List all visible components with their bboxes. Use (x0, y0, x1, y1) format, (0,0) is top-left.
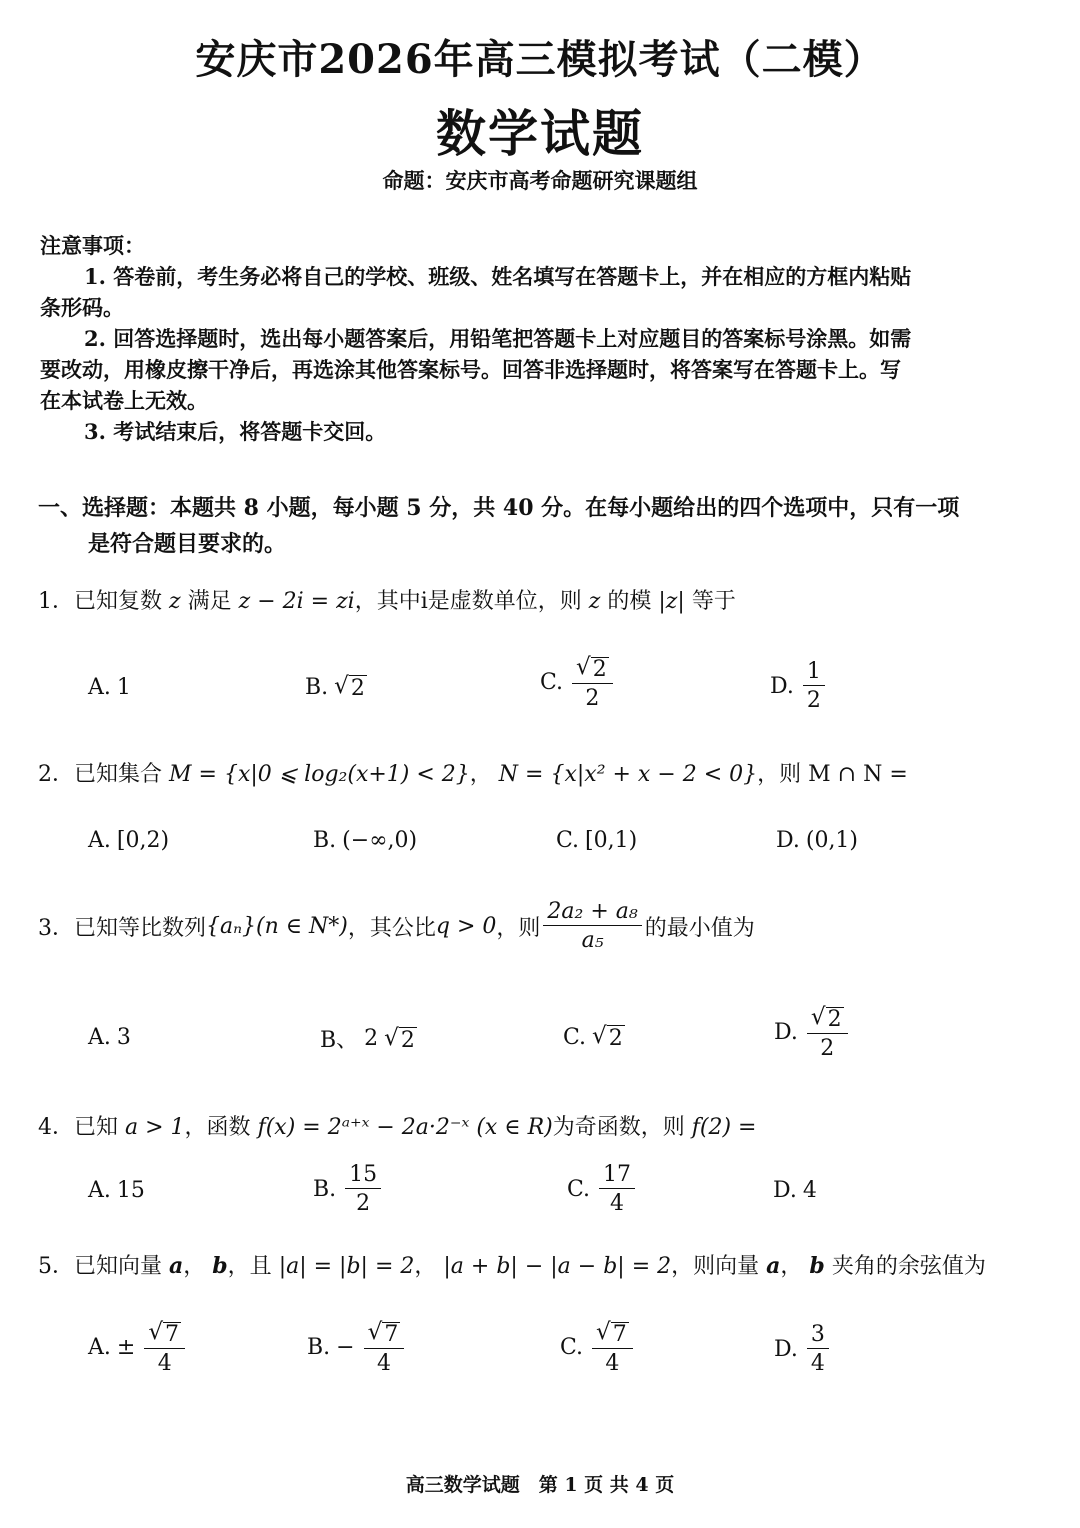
q4-option-c-den: 4 (610, 1191, 625, 1217)
q4-option-d-value: 4 (802, 1178, 817, 1203)
q4-option-c-num: 17 (599, 1163, 635, 1189)
q3-option-c (563, 1023, 625, 1051)
q4-option-c (567, 1163, 638, 1215)
section-heading (38, 490, 1028, 562)
q5-option-a-sign: ± (116, 1335, 136, 1361)
question-1-stem (38, 584, 1038, 615)
q2-option-c-value: [0,1) (585, 828, 638, 853)
q1-text-3: 是虚数单位，则 (427, 589, 582, 614)
q1-option-c-radicand: 2 (592, 657, 607, 682)
q3-option-d-radicand: 2 (827, 1007, 842, 1032)
q1-option-b-label: B. (305, 674, 329, 700)
q3-option-b-coef: 2 (364, 1026, 379, 1051)
q3-option-c-radical: √ 2 (592, 1023, 623, 1051)
q3-fraction (543, 900, 641, 952)
q2-option-a-value: [0,2) (116, 828, 170, 853)
q5-option-c-den: 4 (605, 1351, 620, 1377)
q1-option-c-fraction: √ 2 2 (572, 655, 613, 710)
q5-text-3: ，则向量 (671, 1254, 760, 1279)
q5-option-a-den: 4 (157, 1351, 172, 1377)
q3-option-c-radicand: 2 (608, 1026, 623, 1051)
q5-vector-a: a (169, 1253, 184, 1279)
q5-option-b-sign: − (336, 1335, 355, 1361)
q2-option-d (776, 828, 858, 853)
q2-sep: ， (469, 762, 492, 787)
q5-vector-b: b (212, 1253, 228, 1279)
q4-ask: f(2) = (691, 1115, 757, 1140)
q5-option-d (774, 1323, 832, 1375)
q5-option-b-den: 4 (376, 1351, 391, 1377)
q1-option-d-num: 1 (803, 660, 825, 686)
question-4-stem (38, 1110, 1038, 1141)
q5-option-d-num: 3 (807, 1323, 829, 1349)
q4-option-b-num: 15 (345, 1163, 381, 1189)
q3-text-3: ，则 (496, 915, 541, 941)
q1-option-c-den: 2 (585, 686, 600, 712)
q5-option-c-fraction: √ 7 4 (592, 1320, 633, 1375)
note-item-2-line-1: 2. 回答选择题时，选出每小题答案后，用铅笔把答题卡上对应题目的答案标号涂黑。如需 (84, 326, 912, 351)
page-footer: 高三数学试题 第 1 页 共 4 页 (405, 1474, 675, 1496)
q2-option-b (313, 828, 417, 853)
q5-tail: 夹角的余弦值为 (831, 1254, 986, 1279)
subject-title: 数学试题 (436, 104, 644, 163)
q3-option-c-label: C. (563, 1024, 587, 1050)
q2-option-c-label: C. (556, 828, 580, 853)
q5-option-a-radicand: 7 (165, 1322, 180, 1347)
q3-option-b (320, 1023, 417, 1054)
q3-option-b-radicand: 2 (400, 1027, 415, 1053)
note-item-1-line-2: 条形码。 (40, 295, 124, 320)
q1-option-a-value: 1 (116, 675, 131, 700)
q5-lead: 5．已知向量 (38, 1254, 162, 1279)
q4-option-c-label: C. (567, 1176, 591, 1202)
q2-lead: 2．已知集合 (38, 762, 162, 787)
q1-mid: 满足 (187, 589, 232, 614)
q3-option-a-label: A. (88, 1025, 111, 1050)
q5-vector-b-2: b (809, 1253, 825, 1279)
q4-option-a-value: 15 (116, 1178, 145, 1203)
q5-option-b-radicand: 7 (384, 1322, 399, 1347)
q5-option-a (88, 1320, 188, 1375)
section-line-2: 是符合题目要求的。 (88, 531, 287, 557)
q1-option-c (540, 655, 616, 710)
q2-option-b-value: (−∞,0) (342, 828, 418, 853)
q3-option-a-value: 3 (116, 1025, 131, 1050)
q2-set-m: M = {x|0 ⩽ log₂(x+1) < 2} (169, 762, 470, 787)
q2-option-d-value: (0,1) (805, 828, 859, 853)
q4-option-b-fraction (345, 1163, 381, 1215)
q1-option-a (88, 675, 131, 700)
q5-vector-a-2: a (766, 1253, 781, 1279)
q4-text-2: ，函数 (184, 1115, 251, 1140)
q1-var-z: z (169, 589, 181, 614)
q5-option-d-label: D. (774, 1336, 798, 1362)
q5-condition-2: |a + b| − |a − b| = 2 (443, 1254, 672, 1279)
q1-option-b-radical: √ 2 (334, 673, 365, 701)
q1-text-4: 的模 (607, 589, 652, 614)
q5-option-c-radicand: 7 (612, 1322, 627, 1347)
q4-lead: 4．已知 (38, 1115, 118, 1140)
note-item-2-line-2: 要改动，用橡皮擦干净后，再选涂其他答案标号。回答非选择题时，将答案写在答题卡上。写 (40, 357, 901, 382)
q5-option-d-den: 4 (810, 1351, 825, 1377)
q3-tail: 的最小值为 (644, 915, 755, 941)
note-item-2-line-3: 在本试卷上无效。 (40, 388, 208, 413)
q1-var-i: i (420, 589, 428, 614)
note-item-1-line-1: 1. 答卷前，考生务必将自己的学校、班级、姓名填写在答题卡上，并在相应的方框内粘贴 (84, 264, 912, 289)
notes-heading: 注意事项： (40, 233, 145, 258)
author-line: 命题：安庆市高考命题研究课题组 (382, 168, 698, 193)
notes-block (40, 230, 1020, 447)
q1-text-2: ，其中 (354, 589, 421, 614)
q4-condition: a > 1 (125, 1115, 185, 1140)
q1-abs: |z| (658, 589, 685, 614)
q1-option-d-den: 2 (806, 688, 821, 714)
q1-lead: 1．已知复数 (38, 589, 162, 614)
q5-comma-2: ， (414, 1254, 437, 1279)
q2-option-a-label: A. (88, 828, 111, 853)
q4-option-c-fraction (599, 1163, 635, 1215)
q5-text-2: ，且 (227, 1254, 272, 1279)
q3-option-b-radical: √ 2 (384, 1024, 415, 1053)
q5-option-a-fraction: √ 7 4 (144, 1320, 185, 1375)
q3-option-d-den: 2 (820, 1036, 835, 1062)
q3-option-d-label: D. (774, 1020, 798, 1046)
q3-option-d (774, 1005, 851, 1060)
exam-title: 安庆市2026年高三模拟考试（二模） (195, 36, 885, 83)
q1-var-z-2: z (588, 589, 601, 614)
q4-text-3: 为奇函数，则 (552, 1115, 685, 1140)
q1-option-b-radicand: 2 (350, 676, 365, 701)
q3-lead: 3．已知等比数列 (38, 915, 206, 941)
q1-equation: z − 2i = zi (238, 589, 355, 614)
q5-option-c-label: C. (560, 1335, 584, 1361)
note-item-3: 3. 考试结束后，将答题卡交回。 (84, 419, 387, 444)
q1-option-d-fraction (803, 660, 825, 712)
q4-option-d (773, 1178, 817, 1203)
q4-option-b-label: B. (313, 1176, 337, 1202)
q4-option-d-label: D. (773, 1178, 797, 1203)
q5-comma: ， (183, 1254, 206, 1279)
q1-option-d-label: D. (770, 673, 794, 699)
q2-option-a (88, 828, 169, 853)
q1-text-5: 等于 (691, 589, 736, 614)
q5-option-b-label: B. (307, 1335, 331, 1361)
q3-option-a (88, 1025, 131, 1050)
q1-option-c-label: C. (540, 670, 564, 696)
q3-condition: q > 0 (435, 913, 497, 939)
q5-option-b-fraction: √ 7 4 (364, 1320, 405, 1375)
q3-sequence: {aₙ}(n ∈ N*) (206, 913, 348, 939)
q4-option-b (313, 1163, 384, 1215)
section-line-1: 一、选择题：本题共 8 小题，每小题 5 分，共 40 分。在每小题给出的四个选项中，只有一项 (38, 495, 960, 521)
q3-frac-num: 2a₂ + a₈ (543, 900, 641, 926)
q3-option-b-label: B、 (320, 1028, 359, 1053)
q4-option-b-den: 2 (356, 1191, 371, 1217)
q5-option-a-label: A. (88, 1335, 111, 1361)
question-3-stem (38, 900, 1038, 952)
q2-option-d-label: D. (776, 828, 800, 853)
q4-option-a (88, 1178, 145, 1203)
question-2-stem (38, 757, 1038, 788)
q1-option-b (305, 673, 367, 701)
q5-option-b (307, 1320, 407, 1375)
q3-frac-den: a₅ (581, 928, 604, 954)
q1-option-d (770, 660, 828, 712)
q3-text-2: ，其公比 (347, 915, 436, 941)
q3-option-d-fraction: √ 2 2 (807, 1005, 848, 1060)
q2-option-b-label: B. (313, 828, 337, 853)
q2-tail: ，则 M ∩ N = (757, 762, 908, 787)
question-5-stem (38, 1249, 1038, 1280)
q5-comma-3: ， (780, 1254, 803, 1279)
q4-option-a-label: A. (88, 1178, 111, 1203)
q4-function: f(x) = 2ᵃ⁺ˣ − 2a·2⁻ˣ (x ∈ R) (257, 1115, 553, 1140)
q2-set-n: N = {x|x² + x − 2 < 0} (498, 762, 758, 787)
q2-option-c (556, 828, 637, 853)
q5-option-c (560, 1320, 636, 1375)
q1-option-a-label: A. (88, 675, 111, 700)
q5-condition-1: |a| = |b| = 2 (278, 1254, 415, 1279)
q5-option-d-fraction (807, 1323, 829, 1375)
